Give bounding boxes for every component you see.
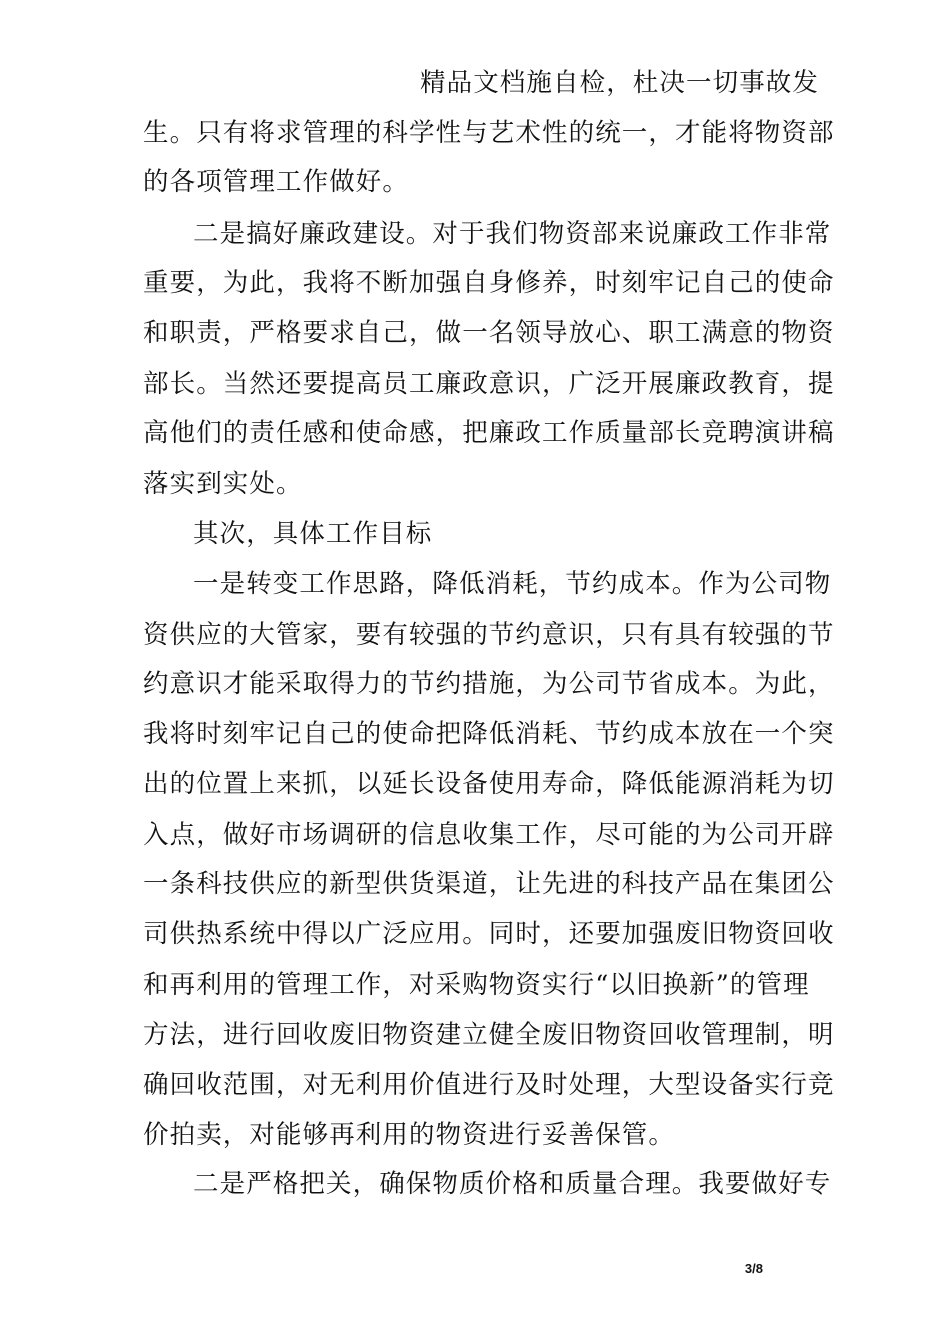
paragraph-first-line: 一是转变工作思路，降低消耗，节约成本。作为公司物	[193, 569, 832, 599]
text-line: 的各项管理工作做好。	[143, 167, 410, 197]
text-line: 出的位置上来抓，以延长设备使用寿命，降低能源消耗为切	[143, 769, 835, 799]
text-line: 重要，为此，我将不断加强自身修养，时刻牢记自己的使命	[143, 268, 835, 298]
text-line: 一条科技供应的新型供货渠道，让先进的科技产品在集团公	[143, 869, 835, 899]
page-number: 3/8	[744, 1261, 763, 1276]
text-line: 入点，做好市场调研的信息收集工作，尽可能的为公司开辟	[143, 820, 835, 850]
text-line: 和职责，严格要求自己，做一名领导放心、职工满意的物资	[143, 318, 835, 348]
text-line: 高他们的责任感和使命感，把廉政工作质量部长竞聘演讲稿	[143, 418, 835, 448]
text-line: 部长。当然还要提高员工廉政意识，广泛开展廉政教育，提	[143, 369, 835, 399]
text-line: 方法，进行回收废旧物资建立健全废旧物资回收管理制，明	[143, 1020, 835, 1050]
page-header-text: 精品文档施自检，杜决一切事故发	[420, 68, 820, 98]
text-line: 落实到实处。	[143, 469, 303, 499]
text-line: 司供热系统中得以广泛应用。同时，还要加强废旧物资回收	[143, 919, 835, 949]
section-heading: 其次，具体工作目标	[193, 519, 433, 549]
text-line: 价拍卖，对能够再利用的物资进行妥善保管。	[143, 1120, 676, 1150]
text-line: 确回收范围，对无利用价值进行及时处理，大型设备实行竞	[143, 1070, 835, 1100]
text-line: 我将时刻牢记自己的使命把降低消耗、节约成本放在一个突	[143, 719, 835, 749]
text-line: 资供应的大管家，要有较强的节约意识，只有具有较强的节	[143, 620, 835, 650]
paragraph-first-line: 二是搞好廉政建设。对于我们物资部来说廉政工作非常	[193, 219, 832, 249]
text-line: 约意识才能采取得力的节约措施，为公司节省成本。为此，	[143, 669, 835, 699]
text-line: 和再利用的管理工作，对采购物资实行“以旧换新”的管理	[143, 970, 810, 1000]
paragraph-first-line: 二是严格把关，确保物质价格和质量合理。我要做好专	[193, 1169, 832, 1199]
text-line: 生。只有将求管理的科学性与艺术性的统一，才能将物资部	[143, 118, 835, 148]
